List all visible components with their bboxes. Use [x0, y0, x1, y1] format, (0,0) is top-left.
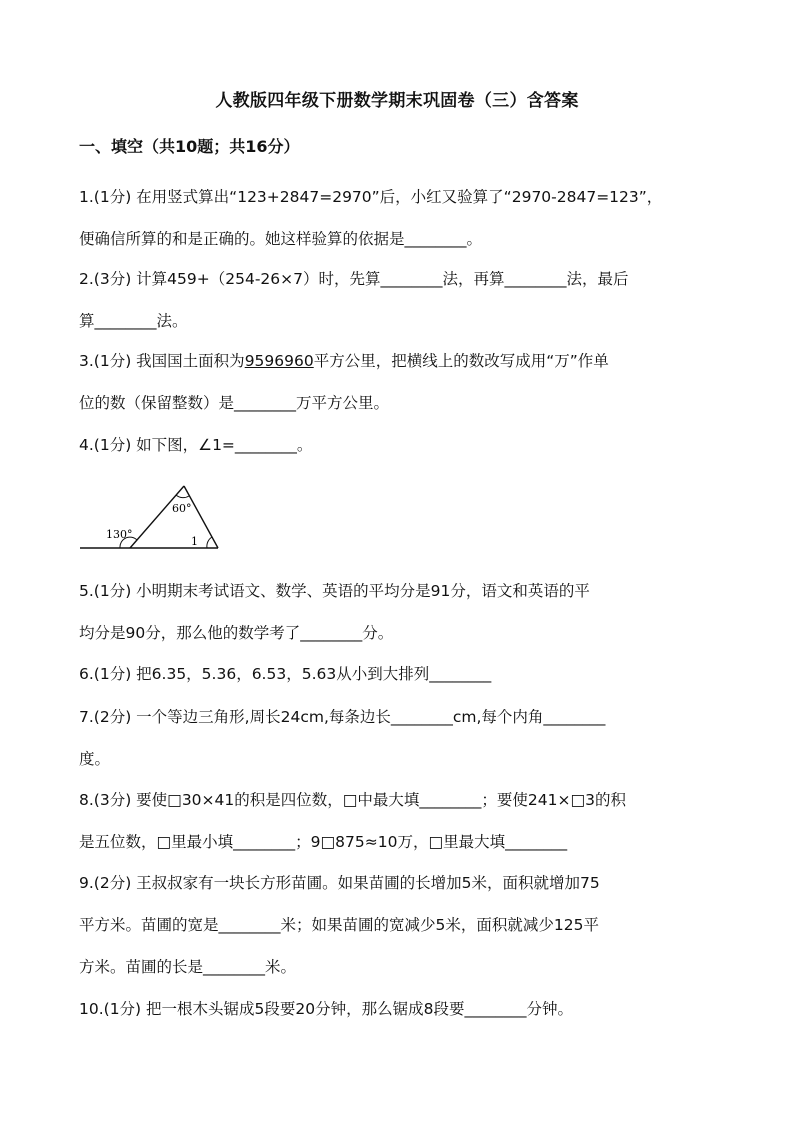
underlined-number: 9596960	[244, 352, 314, 370]
page-title: 人教版四年级下册数学期末巩固卷（三）含答案	[215, 91, 579, 111]
angle-1-arc	[207, 537, 212, 548]
question-6-line-1: 6.(1分) 把6.35，5.36，6.53，5.63从小到大排列________	[79, 665, 492, 683]
question-3-text-b: 平方公里，把横线上的数改写成用“万”作单	[313, 352, 609, 370]
question-8	[79, 779, 719, 863]
question-5	[79, 570, 719, 654]
question-3	[79, 340, 719, 424]
angle-60-label: 60°	[172, 502, 192, 515]
angle-130-label: 130°	[106, 528, 133, 541]
question-7-line-1: 7.(2分) 一个等边三角形,周长24cm,每条边长________cm,每个内角________	[79, 708, 606, 726]
question-2	[79, 258, 719, 342]
triangle-figure	[78, 478, 238, 554]
question-4-line-1: 4.(1分) 如下图，∠1=________。	[79, 436, 313, 454]
question-7	[79, 696, 719, 780]
question-1-line-1: 1.(1分) 在用竖式算出“123+2847=2970”后，小红又验算了“2970-2847=123”，	[79, 188, 663, 206]
question-2-line-1: 2.(3分) 计算459+（254-26×7）时，先算________法，再算________法，最后	[79, 270, 629, 288]
angle-60-arc	[176, 495, 189, 498]
question-9-line-1: 9.(2分) 王叔叔家有一块长方形苗圃。如果苗圃的长增加5米，面积就增加75	[79, 874, 600, 892]
section-heading: 一、填空（共10题；共16分）	[79, 137, 300, 156]
question-10	[79, 988, 719, 1030]
question-3-line-2: 位的数（保留整数）是________万平方公里。	[79, 394, 390, 412]
question-1	[79, 176, 719, 260]
question-10-line-1: 10.(1分) 把一根木头锯成5段要20分钟，那么锯成8段要________分钟。	[79, 1000, 573, 1018]
question-3-text-a: 3.(1分) 我国国土面积为	[79, 352, 245, 370]
angle-1-label: 1	[191, 535, 198, 548]
question-9	[79, 862, 719, 988]
question-1-line-2: 便确信所算的和是正确的。她这样验算的依据是________。	[79, 230, 483, 248]
question-9-line-3: 方米。苗圃的长是________米。	[79, 958, 297, 976]
question-2-line-2: 算________法。	[79, 312, 188, 330]
question-9-line-2: 平方米。苗圃的宽是________米；如果苗圃的宽减少5米，面积就减少125平	[79, 916, 599, 934]
question-5-line-2: 均分是90分，那么他的数学考了________分。	[79, 624, 394, 642]
question-3-line-1	[79, 340, 719, 382]
question-4	[79, 424, 719, 466]
question-6	[79, 653, 719, 695]
question-7-line-2: 度。	[79, 750, 111, 768]
question-5-line-1: 5.(1分) 小明期末考试语文、数学、英语的平均分是91分，语文和英语的平	[79, 582, 590, 600]
question-8-line-1: 8.(3分) 要使□30×41的积是四位数，□中最大填________；要使241×□3的积	[79, 791, 626, 809]
question-8-line-2: 是五位数，□里最小填________；9□875≈10万，□里最大填________	[79, 833, 568, 851]
triangle-right-side	[184, 486, 218, 548]
